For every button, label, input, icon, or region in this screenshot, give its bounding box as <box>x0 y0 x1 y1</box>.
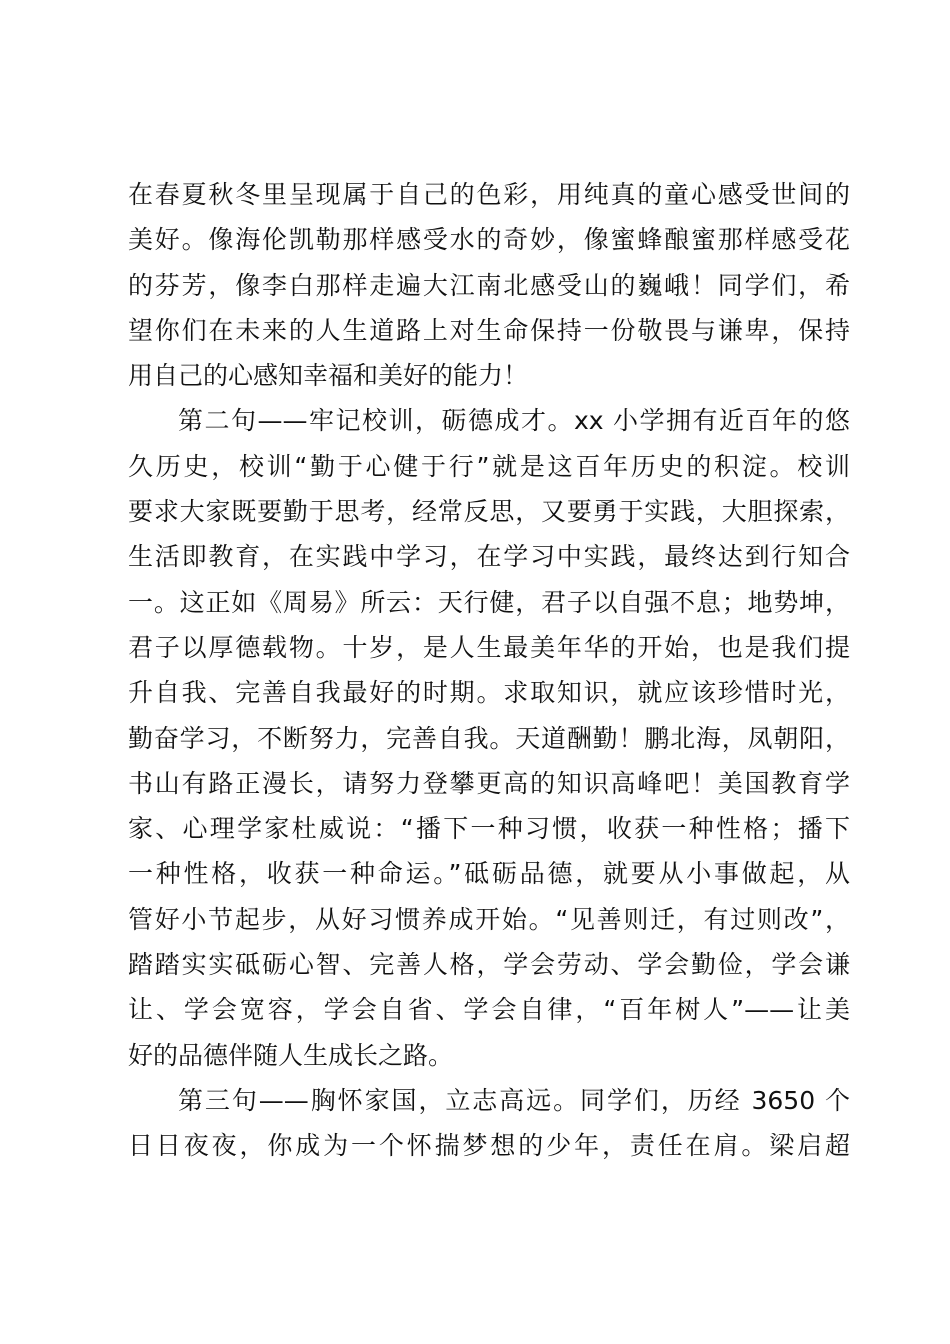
text-line: 升自我、完善自我最好的时期。求取知识，就应该珍惜时光， <box>128 678 850 708</box>
text-line: 书山有路正漫长，请努力登攀更高的知识高峰吧！美国教育学 <box>128 768 850 798</box>
text-line: 家、心理学家杜威说：“播下一种习惯，收获一种性格；播下 <box>128 814 850 844</box>
text-line: 一种性格，收获一种命运。”砥砺品德，就要从小事做起，从 <box>128 859 850 889</box>
text-line: 勤奋学习，不断努力，完善自我。天道酬勤！鹏北海，凤朝阳， <box>128 723 850 753</box>
text-line: 用自己的心感知幸福和美好的能力！ <box>128 361 529 391</box>
text-line: 要求大家既要勤于思考，经常反思，又要勇于实践，大胆探索， <box>128 497 850 527</box>
text-line: 久历史，校训“勤于心健于行”就是这百年历史的积淀。校训 <box>128 451 850 481</box>
document-body <box>128 172 850 1169</box>
text-line: 一。这正如《周易》所云：天行健，君子以自强不息；地势坤， <box>128 587 850 617</box>
text-line: 美好。像海伦凯勒那样感受水的奇妙，像蜜蜂酿蜜那样感受花 <box>128 225 850 255</box>
text-line: 生活即教育，在实践中学习，在学习中实践，最终达到行知合 <box>128 542 850 572</box>
text-line: 日日夜夜，你成为一个怀揣梦想的少年，责任在肩。梁启超 <box>128 1131 850 1161</box>
text-line: 让、学会宽容，学会自省、学会自律，“百年树人”——让美 <box>128 995 850 1025</box>
text-line: 在春夏秋冬里呈现属于自己的色彩，用纯真的童心感受世间的 <box>128 180 850 209</box>
text-line: 的芬芳，像李白那样走遍大江南北感受山的巍峨！同学们，希 <box>128 270 850 300</box>
text-line: 第二句——牢记校训，砺德成才。xx 小学拥有近百年的悠 <box>178 406 850 436</box>
text-line: 君子以厚德载物。十岁，是人生最美年华的开始，也是我们提 <box>128 632 850 662</box>
text-line: 好的品德伴随人生成长之路。 <box>128 1040 454 1070</box>
text-line: 第三句——胸怀家国，立志高远。同学们，历经 3650 个 <box>178 1085 850 1115</box>
text-line: 管好小节起步，从好习惯养成开始。“见善则迁，有过则改”， <box>128 904 850 934</box>
text-line: 望你们在未来的人生道路上对生命保持一份敬畏与谦卑，保持 <box>128 315 850 345</box>
text-line: 踏踏实实砥砺心智、完善人格，学会劳动、学会勤俭，学会谦 <box>128 950 850 980</box>
